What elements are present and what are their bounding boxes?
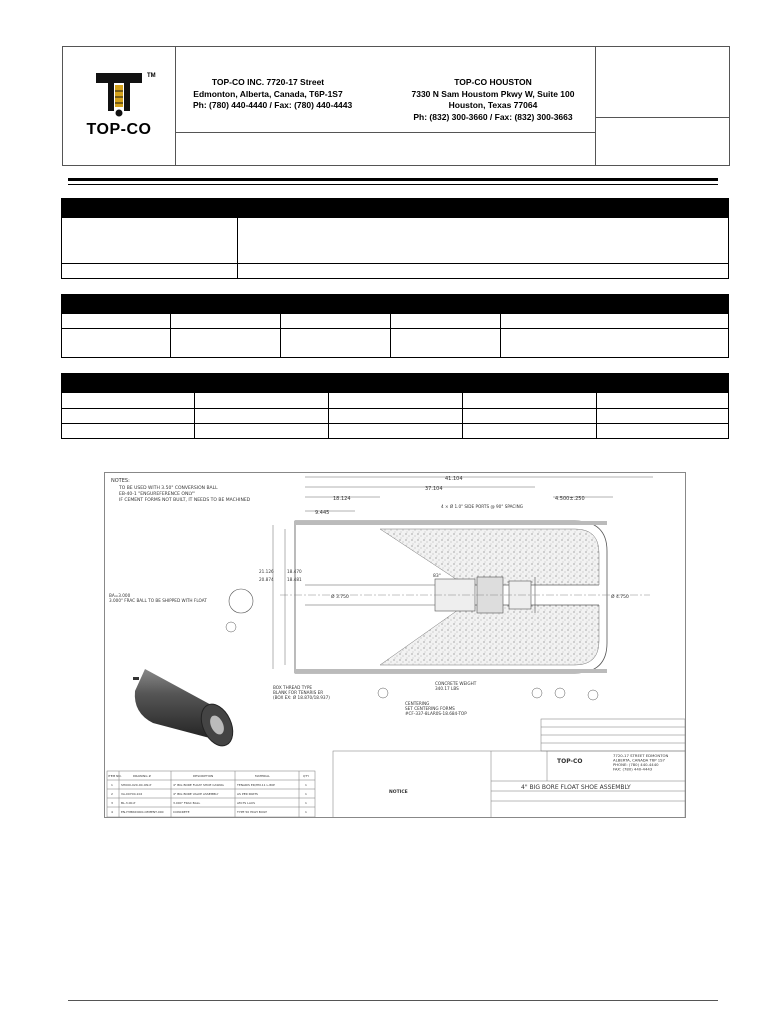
bom-header-material: MATERIAL	[255, 774, 270, 778]
table-header-bar	[62, 199, 728, 217]
dim-bore: Ø 3.750	[331, 595, 349, 600]
bom-material: AM-TS LAUS	[237, 801, 256, 805]
letterhead	[62, 46, 730, 166]
table-cell	[462, 424, 597, 438]
notes-title: NOTES:	[111, 478, 130, 484]
product-info-table	[61, 198, 729, 279]
header-rule-thin	[68, 184, 718, 185]
houston-line3: Houston, Texas 77064	[448, 100, 538, 110]
dim-4: 9.445	[315, 510, 330, 516]
bom-header-description: DESCRIPTION	[193, 774, 214, 778]
bom-qty: 1	[305, 810, 307, 814]
logo-text: TOP-CO	[86, 121, 152, 138]
logo-cell	[63, 47, 176, 165]
dim-od3: 18.470	[287, 569, 302, 574]
bom-description: CONCRETE	[173, 810, 190, 814]
iso-view	[133, 669, 239, 751]
bom-header	[108, 774, 309, 778]
bom-header-drawing: DRAWING #	[133, 774, 152, 778]
table-cell	[194, 424, 329, 438]
bom-qty: 1	[305, 792, 307, 796]
table-cell	[328, 409, 463, 423]
bom-description: 3.000" FRAC BALL	[173, 801, 201, 805]
note-3: IF CEMENT FORMS NOT BUILT, IT NEEDS TO BE MACHINED	[119, 498, 251, 503]
dim-2: 37.104	[425, 486, 443, 492]
houston-address	[405, 77, 581, 123]
bom-material: TENARIS ER/HM-11 L-80P	[237, 783, 275, 787]
table-header-bar	[62, 295, 728, 313]
bom-qty: 1	[305, 783, 307, 787]
dim-exit: Ø 4.750	[611, 595, 629, 600]
bom-material: TYPE 50 HIGH BUILT	[237, 810, 267, 814]
table-cell	[280, 314, 391, 328]
table-row	[62, 423, 728, 438]
table-cell	[170, 314, 281, 328]
dim-od4: 18.481	[287, 577, 302, 582]
notice-label: NOTICE	[389, 790, 408, 795]
houston-line2: 7330 N Sam Houstom Pkwy W, Suite 100	[411, 88, 575, 99]
table-cell	[462, 409, 597, 423]
ball-callout: BA=3.000 3.000" FRAC BALL TO BE SHIPPED WITH FLOAT	[109, 593, 207, 604]
bom-description: 4" BIG BORE VALVE ASSEMBLY	[173, 792, 219, 796]
houston-line1: TOP-CO HOUSTON	[454, 77, 532, 87]
table-cell	[62, 264, 238, 278]
address-cell	[175, 47, 596, 165]
table-cell	[462, 393, 597, 408]
drawing-title: 4" BIG BORE FLOAT SHOE ASSEMBLY	[521, 784, 631, 791]
address-divider	[175, 132, 595, 133]
bom-header-item: ITEM NO.	[108, 774, 122, 778]
bom-material: AS PER PARTS	[237, 792, 258, 796]
table-row	[62, 408, 728, 423]
table-cell	[194, 409, 329, 423]
table-row	[111, 801, 307, 805]
table-row	[62, 328, 728, 357]
table-header-bar	[62, 374, 728, 392]
table-row	[62, 217, 728, 263]
doc-info-divider	[595, 117, 729, 118]
table-cell	[390, 314, 501, 328]
bom-header-qty: QTY	[303, 774, 310, 778]
table-row	[111, 792, 307, 796]
dim-od2: 20.874	[259, 577, 274, 582]
table-cell	[62, 409, 195, 423]
table-cell	[170, 329, 281, 357]
bom-item: 3	[111, 801, 113, 805]
bom-drawing: EN-HYBRID000-CEMENT-000	[121, 810, 164, 814]
table-cell	[62, 314, 171, 328]
doc-info-cell	[595, 47, 729, 165]
table-cell	[62, 218, 238, 263]
specification-table	[61, 294, 729, 358]
note-2: EB-40-1 "ENGUREFERENCE ONLY"	[119, 492, 196, 497]
dim-overall: 41.104	[445, 476, 463, 482]
bom-drawing: BL-3.00-P	[121, 801, 136, 805]
table-cell	[328, 393, 463, 408]
bom-qty: 1	[305, 801, 307, 805]
concrete-weight-note: CONCRETE WEIGHT 340.17 LBS	[435, 681, 477, 692]
houston-line4: Ph: (832) 300-3660 / Fax: (832) 300-3663	[413, 111, 573, 122]
table-row	[62, 392, 728, 408]
topco-logo-icon	[63, 47, 175, 165]
table-cell	[194, 393, 329, 408]
engineering-drawing	[104, 472, 686, 818]
header-rule-thick	[68, 178, 718, 181]
bom-description: 4" BIG BORE FLOAT SHOE CASING	[173, 783, 224, 787]
centering-note: CENTERING SET CENTERING FORMS #CF-337-8LAR0S-18.684-TOP	[405, 701, 467, 717]
table-cell	[62, 393, 195, 408]
drawing-canvas	[105, 473, 686, 818]
trademark: TM	[147, 73, 156, 79]
title-block-company: TOP-CO	[557, 758, 583, 765]
dim-angle: 83°	[433, 574, 441, 579]
bom-item: 4	[111, 810, 113, 814]
note-1: TO BE USED WITH 3.50" CONVERSION BALL	[119, 486, 218, 491]
edmonton-line2: Edmonton, Alberta, Canada, T6P-1S7	[193, 88, 343, 99]
table-cell	[62, 424, 195, 438]
table-row	[111, 783, 307, 787]
dim-5: 4.500±.250	[555, 496, 585, 502]
table-row	[111, 810, 307, 814]
bom-item: 2	[111, 792, 113, 796]
table-cell	[280, 329, 391, 357]
bom-drawing: VA-00700-102	[121, 792, 143, 796]
bom-drawing: SH000-020-00-ON-P	[121, 783, 152, 787]
edmonton-line1: TOP-CO INC. 7720-17 Street	[211, 77, 325, 87]
box-thread-note: BOX THREAD TYPE BLANK FOR TENARIS ER (BOX EX: Ø 18.870/18.937)	[273, 685, 330, 701]
dim-3: 18.124	[333, 496, 351, 502]
edmonton-address	[193, 77, 353, 112]
dimension-table	[61, 373, 729, 439]
dim-od1: 21.126	[259, 569, 274, 574]
bom-item: 1	[111, 783, 113, 787]
table-cell	[328, 424, 463, 438]
frac-ball-icon	[229, 589, 253, 613]
table-row	[62, 313, 728, 328]
table-cell	[62, 329, 171, 357]
table-row	[62, 263, 728, 278]
table-cell	[390, 329, 501, 357]
title-block-address: 7720-17 STREET EDMONTON ALBERTA, CANADA T6P 1S7 PHONE: (780) 440-4440 FAX: (780) 440-4443	[613, 753, 669, 772]
side-ports-note: 4 × Ø 1.0" SIDE PORTS @ 90° SPACING	[441, 504, 523, 509]
edmonton-line3: Ph: (780) 440-4440 / Fax: (780) 440-4443	[193, 100, 353, 110]
footer-rule	[68, 1000, 718, 1001]
